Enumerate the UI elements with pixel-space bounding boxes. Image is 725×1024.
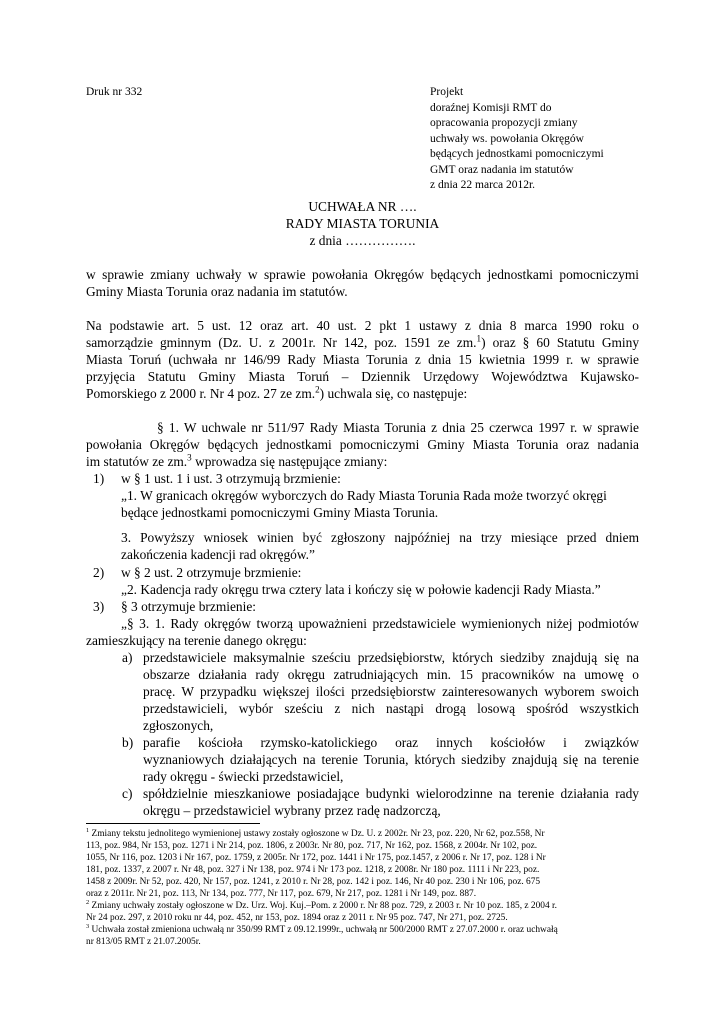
resolution-number: UCHWAŁA NR …. [308, 199, 417, 214]
footnote-line: Nr 24 poz. 297, z 2010 roku nr 44, poz. 452, nr 153, poz. 1894 oraz z 2011 r. Nr 95 poz. 747, Nr 271, poz. 2725. [86, 913, 508, 923]
quote-line: zakończenia kadencji rad okręgów.” [121, 547, 315, 562]
quote-line: „1. W granicach okręgów wyborczych do Rady Miasta Torunia Rada może tworzyć okręgi [121, 488, 607, 503]
basis-line-3: Miasta Toruń (uchwała nr 146/99 Rady Miasta Torunia z dnia 15 kwietnia 1999 r. w sprawie [86, 352, 639, 367]
quote-line: „2. Kadencja rady okręgu trwa cztery lata i kończy się w połowie kadencji Rady Miasta.” [121, 582, 601, 597]
resolution-date: z dnia ……………. [309, 233, 416, 248]
subitem-line: spółdzielnie mieszkaniowe posiadające budynki wielorodzinne na terenie działania rady [143, 786, 639, 801]
project-line: opracowania propozycji zmiany [430, 117, 578, 129]
footnote-line: nr 813/05 RMT z 21.07.2005r. [86, 937, 201, 947]
project-line: GMT oraz nadania im statutów [430, 163, 574, 176]
subject-line-2: Gminy Miasta Torunia oraz nadania im statutów. [86, 284, 348, 299]
project-line: uchwały ws. powołania Okręgów [430, 132, 584, 145]
par1-line-1: § 1. W uchwale nr 511/97 Rady Miasta Torunia z dnia 25 czerwca 1997 r. w sprawie [157, 420, 639, 435]
footnote-line: 1458 z 2009r. Nr 52, poz. 420, Nr 157, poz. 1241, z 2010 r. Nr 28, poz. 142 i poz. 146, Nr 40 poz. 230 i Nr 106, poz. 675 [86, 877, 541, 887]
footnote-line: 1055, Nr 116, poz. 1203 i Nr 167, poz. 1759, z 2005r. Nr 172, poz. 1441 i Nr 175, poz.1457, z 2006 r. Nr 17, poz. 128 i Nr [86, 853, 546, 863]
footnote-line: $^2$ Zmiany uchwały zostały ogłoszone w Dz. Urz. Woj. Kuj.–Pom. z 2000 r. Nr 88 poz. 729, z 2003 r. Nr 10 poz. 185, z 2004 r. [86, 898, 557, 911]
item-number: 1) [93, 471, 105, 486]
footnote-separator [86, 823, 260, 824]
par1-line-2: powołania Okręgów będących jednostkami pomocniczymi Gminy Miasta Torunia oraz nadania [86, 437, 639, 452]
item-text: § 3 otrzymuje brzmienie: [121, 599, 256, 614]
subject-line-1: w sprawie zmiany uchwały w sprawie powołania Okręgów będących jednostkami pomocniczymi [86, 267, 639, 282]
footnote-line: 181, poz. 1337, z 2007 r. Nr 48, poz. 327 i Nr 138, poz. 974 i Nr 173 poz. 1218, z 2008r. Nr 180 poz. 1111 i Nr 223, poz. [86, 865, 540, 875]
basis-line-5: Pomorskiego z 2000 r. Nr 4 poz. 27 ze zm.$^2$) uchwala się, co następuje: [86, 384, 468, 401]
subitem-line: zgłoszonych, [143, 718, 214, 733]
basis-line-4: przyjęcia Statutu Gminy Miasta Toruń – Dziennik Urzędowy Województwa Kujawsko- [86, 369, 639, 384]
subitem-line: rady okręgu - świecki przedstawiciel, [143, 769, 344, 784]
par1-line-3: im statutów ze zm.$^3$ wprowadza się następujące zmiany: [86, 452, 388, 469]
quote-line: „§ 3. 1. Rady okręgów tworzą upoważnieni przedstawiciele wymienionych niżej podmiotów [121, 616, 639, 631]
subitem-line: wyznaniowych działających na terenie Torunia, których siedziby znajdują się na terenie [143, 752, 639, 767]
subitem-line: parafie kościoła rzymsko-katolickiego oraz innych kościołów i związków [143, 735, 639, 750]
subitem-label: b) [122, 735, 134, 750]
footnote-line: oraz z 2011r. Nr 21, poz. 113, Nr 134, poz. 777, Nr 117, poz. 679, Nr 217, poz. 1281 i Nr 149, poz. 887. [86, 889, 477, 899]
subitem-label: c) [122, 786, 133, 801]
print-number: Druk nr 332 [86, 86, 143, 98]
council-name: RADY MIASTA TORUNIA [285, 216, 440, 231]
basis-line-2: samorządzie gminnym (Dz. U. z 2001r. Nr 142, poz. 1591 ze zm.$^1$) oraz § 60 Statutu Gminy [86, 333, 640, 350]
quote-line: 3. Powyższy wniosek winien być zgłoszony najpóźniej na trzy miesiące przed dniem [121, 530, 639, 545]
basis-line-1: Na podstawie art. 5 ust. 12 oraz art. 40 ust. 2 pkt 1 ustawy z dnia 8 marca 1990 roku o [86, 318, 639, 333]
footnote-line: 113, poz. 984, Nr 153, poz. 1271 i Nr 214, poz. 1806, z 2003r. Nr 80, poz. 717, Nr 162, poz. 1568, z 2004r. Nr 102, poz. [86, 841, 538, 851]
subitem-line: przedstawiciele maksymalnie sześciu przedsiębiorstw, których siedziby znajdują się na [143, 650, 639, 665]
footnote-line: $^1$ Zmiany tekstu jednolitego wymienionej ustawy zostały ogłoszone w Dz. U. z 2002r. Nr 23, poz. 220, Nr 62, poz.558, Nr [86, 826, 545, 839]
footnote-ref-1[interactable]: 1 [476, 333, 482, 344]
project-line: doraźnej Komisji RMT do [430, 101, 552, 114]
footnote-line: $^3$ Uchwała został zmieniona uchwałą nr 350/99 RMT z 09.12.1999r., uchwałą nr 500/2000 RMT z 27.07.2000 r. oraz uchwałą [86, 922, 558, 935]
quote-line: zamieszkujący na terenie danego okręgu: [86, 633, 307, 648]
item-text: w § 1 ust. 1 i ust. 3 otrzymują brzmienie: [121, 471, 341, 486]
project-line: z dnia 22 marca 2012r. [430, 179, 536, 191]
subitem-line: pracę. W przypadku większej ilości przedsiębiorstw zainteresowanych wyborem swoich [143, 684, 639, 699]
footnote-ref-2[interactable]: 2 [315, 384, 320, 395]
item-number: 3) [93, 599, 105, 614]
subitem-line: obszarze działania rady okręgu zatrudniających min. 15 pracowników na umowę o [143, 667, 639, 682]
subitem-line: okręgu – przedstawiciel wybrany przez radę nadzorczą, [143, 803, 441, 818]
quote-line: będące jednostkami pomocniczymi Gminy Miasta Torunia. [121, 505, 439, 520]
footnote-ref-3[interactable]: 3 [187, 452, 192, 463]
item-text: w § 2 ust. 2 otrzymuje brzmienie: [121, 565, 302, 580]
project-line: będących jednostkami pomocniczymi [430, 148, 604, 160]
subitem-label: a) [122, 650, 133, 665]
subitem-line: przedstawicieli, wybór sześciu z nich nastąpi drogą losową spośród wszystkich [143, 701, 639, 716]
project-line: Projekt [430, 86, 464, 98]
item-number: 2) [93, 565, 105, 580]
